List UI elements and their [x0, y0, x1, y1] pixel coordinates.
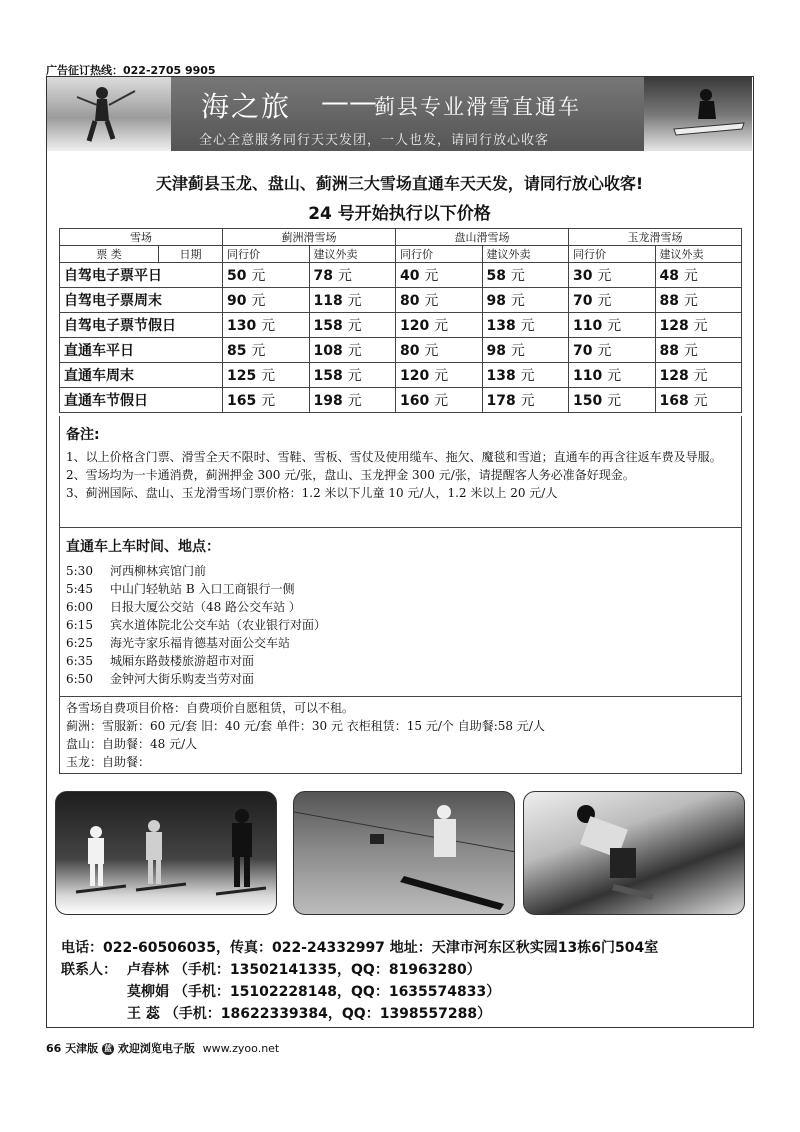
price-cell [569, 263, 656, 288]
price-unit: 元 [434, 368, 449, 384]
table-row [60, 288, 742, 313]
price-cell [309, 313, 396, 338]
price-cell [223, 263, 310, 288]
stop-time: 5:45 [66, 582, 93, 596]
price-value: 125 [227, 368, 257, 384]
price-value: 88 [659, 293, 679, 309]
stop-place: 城厢东路鼓楼旅游超市对面 [110, 654, 255, 668]
contact-person: 卢春林 （手机：13502141335，QQ：81963280） [127, 962, 481, 978]
price-value: 108 [313, 343, 343, 359]
list-item [66, 562, 735, 580]
price-value: 158 [313, 318, 343, 334]
price-cell [655, 388, 742, 413]
price-unit: 元 [434, 318, 449, 334]
fees-section [59, 697, 742, 774]
stop-place: 中山门轻轨站 B 入口工商银行一侧 [110, 582, 295, 596]
price-cell [309, 338, 396, 363]
price-unit: 元 [347, 343, 362, 359]
price-cell [396, 388, 483, 413]
price-value: 120 [400, 368, 430, 384]
price-unit: 元 [347, 293, 362, 309]
contact-block [61, 937, 658, 1025]
header-peer-price: 同行价 [396, 246, 483, 263]
notes-title: 备注: [66, 427, 100, 443]
price-value: 70 [573, 343, 593, 359]
price-value: 138 [486, 318, 516, 334]
stop-place: 日报大厦公交站（48 路公交车站 ） [110, 600, 301, 614]
page-footer [46, 1040, 279, 1056]
stop-place: 海光寺家乐福肯德基对面公交车站 [110, 636, 291, 650]
price-unit: 元 [510, 343, 525, 359]
price-unit: 元 [693, 368, 708, 384]
pickup-section [59, 528, 742, 697]
page-number: 66 天津版 [46, 1042, 99, 1055]
price-value: 50 [227, 268, 247, 284]
price-value: 158 [313, 368, 343, 384]
stop-place: 河西柳林宾馆门前 [110, 564, 207, 578]
list-item [66, 598, 735, 616]
row-label: 直通车周末 [60, 363, 223, 388]
price-table [59, 228, 742, 413]
price-cell [569, 388, 656, 413]
price-unit: 元 [597, 343, 612, 359]
contact-person-row [61, 1003, 658, 1025]
price-cell [396, 363, 483, 388]
photo-snowboard-carve [523, 791, 745, 915]
price-cell [655, 313, 742, 338]
price-cell [569, 338, 656, 363]
price-cell [482, 313, 569, 338]
list-item [66, 616, 735, 634]
price-unit: 元 [337, 268, 352, 284]
price-value: 98 [486, 343, 506, 359]
snowboarder-photo-right [644, 77, 752, 151]
header-retail-price: 建议外卖 [482, 246, 569, 263]
price-unit: 元 [261, 318, 276, 334]
list-item [66, 670, 735, 688]
banner-title-area [171, 77, 644, 151]
list-item [66, 652, 735, 670]
price-value: 120 [400, 318, 430, 334]
price-cell [569, 288, 656, 313]
list-item [66, 580, 735, 598]
header-ticket-type: 票 类 [60, 246, 159, 263]
price-unit: 元 [510, 268, 525, 284]
price-value: 40 [400, 268, 420, 284]
price-unit: 元 [520, 318, 535, 334]
list-item [66, 634, 735, 652]
contact-person-row [61, 981, 658, 1003]
notes-section [59, 416, 742, 528]
price-value: 128 [659, 368, 689, 384]
price-unit: 元 [261, 368, 276, 384]
brand-name: 海之旅 [201, 90, 292, 123]
price-cell [309, 388, 396, 413]
price-value: 110 [573, 368, 603, 384]
skier-photo-left [47, 77, 171, 151]
price-value: 98 [486, 293, 506, 309]
price-unit: 元 [520, 368, 535, 384]
header-resort-3: 玉龙滑雪场 [569, 229, 742, 246]
price-value: 48 [659, 268, 679, 284]
price-value: 168 [659, 393, 689, 409]
price-cell [309, 363, 396, 388]
header-retail-price: 建议外卖 [309, 246, 396, 263]
price-unit: 元 [251, 293, 266, 309]
stop-time: 6:50 [66, 672, 93, 686]
price-value: 70 [573, 293, 593, 309]
price-unit: 元 [424, 268, 439, 284]
price-cell [569, 313, 656, 338]
header-retail-price: 建议外卖 [655, 246, 742, 263]
brand-dash: —— [321, 85, 377, 118]
price-cell [655, 263, 742, 288]
price-cell [396, 313, 483, 338]
row-label: 直通车节假日 [60, 388, 223, 413]
price-value: 138 [486, 368, 516, 384]
banner [47, 77, 752, 151]
contact-label: 联系人： [61, 962, 117, 978]
price-value: 90 [227, 293, 247, 309]
price-value: 150 [573, 393, 603, 409]
price-unit: 元 [434, 393, 449, 409]
price-unit: 元 [424, 293, 439, 309]
header-resort-2: 盘山滑雪场 [396, 229, 569, 246]
stop-place: 宾水道体院北公交车站（农业银行对面） [110, 618, 327, 632]
table-row [60, 263, 742, 288]
contact-person-row [61, 959, 658, 981]
table-row [60, 313, 742, 338]
row-label: 直通车平日 [60, 338, 223, 363]
note-item: 3、蓟洲国际、盘山、玉龙滑雪场门票价格：1.2 米以下儿童 10 元/人，1.2 米以上 20 元/人 [66, 486, 558, 500]
pickup-title: 直通车上车时间、地点： [66, 539, 220, 555]
price-unit: 元 [520, 393, 535, 409]
price-value: 198 [313, 393, 343, 409]
fee-line: 各雪场自费项目价格：自费项价自愿租赁，可以不租。 [66, 701, 355, 715]
price-cell [655, 338, 742, 363]
price-value: 85 [227, 343, 247, 359]
row-label: 自驾电子票周末 [60, 288, 223, 313]
price-unit: 元 [683, 293, 698, 309]
price-cell [482, 363, 569, 388]
brand-subtitle: 蓟县专业滑雪直通车 [374, 95, 581, 119]
price-unit: 元 [597, 293, 612, 309]
price-cell [223, 313, 310, 338]
price-unit: 元 [510, 293, 525, 309]
price-value: 78 [313, 268, 333, 284]
stop-time: 6:00 [66, 600, 93, 614]
contact-phone-address: 电话：022-60506035，传真：022-24332997 地址：天津市河东区秋实园13栋6门504室 [61, 940, 659, 956]
price-cell [482, 288, 569, 313]
footer-text: 欢迎浏览电子版 [117, 1042, 195, 1055]
price-cell [482, 388, 569, 413]
price-unit: 元 [597, 268, 612, 284]
price-value: 58 [486, 268, 506, 284]
price-value: 165 [227, 393, 257, 409]
price-value: 80 [400, 343, 420, 359]
price-cell [223, 338, 310, 363]
note-item: 1、以上价格含门票、滑雪全天不限时、雪鞋、雪板、雪仗及使用缆车、拖欠、魔毯和雪道；直通车的再含往返车费及导服。 [66, 450, 722, 464]
price-unit: 元 [607, 393, 622, 409]
price-value: 118 [313, 293, 343, 309]
table-row [60, 363, 742, 388]
table-header-row [60, 229, 742, 246]
price-value: 88 [659, 343, 679, 359]
snowboard-jump-icon [294, 792, 515, 915]
price-cell [223, 363, 310, 388]
stop-time: 6:25 [66, 636, 93, 650]
skier-silhouette-icon [47, 77, 171, 151]
price-value: 110 [573, 318, 603, 334]
edition-badge-icon: 蓝 [103, 1044, 112, 1053]
photo-snowboard-jump [293, 791, 515, 915]
price-unit: 元 [424, 343, 439, 359]
ad-hotline: 广告征订热线：022-2705 9905 [46, 64, 216, 77]
contact-person: 王 蕊 （手机：18622339384，QQ：1398557288） [127, 1006, 492, 1022]
price-cell [223, 288, 310, 313]
price-cell [309, 263, 396, 288]
price-cell [309, 288, 396, 313]
contact-person: 莫柳娟 （手机：15102228148，QQ：1635574833） [127, 984, 501, 1000]
table-subheader-row [60, 246, 742, 263]
price-unit: 元 [251, 343, 266, 359]
brand-tagline: 全心全意服务同行天天发团，一人也发，请同行放心收客 [199, 133, 550, 148]
price-unit: 元 [693, 393, 708, 409]
stop-time: 6:15 [66, 618, 93, 632]
header-peer-price: 同行价 [569, 246, 656, 263]
price-cell [482, 338, 569, 363]
price-unit: 元 [683, 268, 698, 284]
website-link[interactable]: www.zyoo.net [202, 1042, 280, 1055]
ad-frame [46, 76, 754, 1028]
table-row [60, 388, 742, 413]
header-date: 日期 [159, 246, 223, 263]
fee-line: 蓟洲：雪服新：60 元/套 旧：40 元/套 单件：30 元 衣柜租赁：15 元/个 自助餐:58 元/人 [66, 719, 545, 733]
stop-time: 5:30 [66, 564, 93, 578]
header-resort-1: 蓟洲滑雪场 [223, 229, 396, 246]
price-cell [569, 363, 656, 388]
price-unit: 元 [683, 343, 698, 359]
photo-skiers-group [55, 791, 277, 915]
price-cell [223, 388, 310, 413]
price-cell [396, 338, 483, 363]
price-unit: 元 [347, 318, 362, 334]
stop-place: 金钟河大街乐购麦当劳对面 [110, 672, 255, 686]
price-unit: 元 [693, 318, 708, 334]
price-unit: 元 [261, 393, 276, 409]
stop-time: 6:35 [66, 654, 93, 668]
price-value: 178 [486, 393, 516, 409]
price-cell [396, 263, 483, 288]
header-venue: 雪场 [60, 229, 223, 246]
price-cell [655, 288, 742, 313]
price-value: 30 [573, 268, 593, 284]
price-unit: 元 [347, 368, 362, 384]
skiers-group-icon [56, 792, 277, 915]
price-cell [396, 288, 483, 313]
snowboarder-silhouette-icon [644, 77, 752, 151]
note-item: 2、雪场均为一卡通消费，蓟洲押金 300 元/张，盘山、玉龙押金 300 元/张，请提醒客人务必准备好现金。 [66, 468, 635, 482]
snowboard-carve-icon [524, 792, 745, 915]
price-value: 160 [400, 393, 430, 409]
price-cell [655, 363, 742, 388]
price-unit: 元 [607, 368, 622, 384]
price-value: 80 [400, 293, 420, 309]
header-peer-price: 同行价 [223, 246, 310, 263]
price-unit: 元 [607, 318, 622, 334]
fee-line: 盘山：自助餐：48 元/人 [66, 737, 198, 751]
row-label: 自驾电子票节假日 [60, 313, 223, 338]
price-value: 130 [227, 318, 257, 334]
headline-main: 天津蓟县玉龙、盘山、蓟洲三大雪场直通车天天发，请同行放心收客! [155, 174, 644, 193]
price-value: 128 [659, 318, 689, 334]
price-cell [482, 263, 569, 288]
row-label: 自驾电子票平日 [60, 263, 223, 288]
table-row [60, 338, 742, 363]
fee-line: 玉龙：自助餐： [66, 755, 151, 769]
headline-price-start: 24 号开始执行以下价格 [308, 204, 491, 224]
price-unit: 元 [251, 268, 266, 284]
price-unit: 元 [347, 393, 362, 409]
